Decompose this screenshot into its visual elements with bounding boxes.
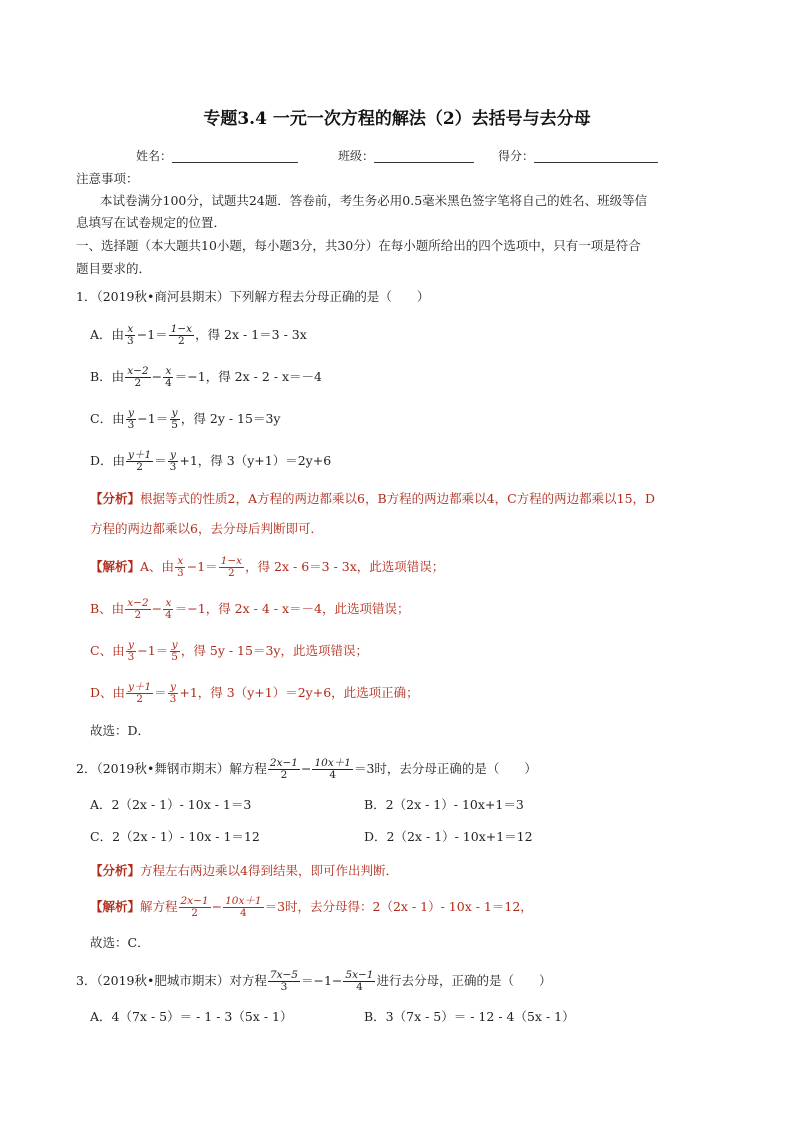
q1-solution-b: B、由 $\frac{x-2}{2}$ − $\frac{x}{4}$ ＝−1，得 2x - 4 - x＝－4，此选项错误； [90, 597, 410, 621]
score-label: 得分： [498, 149, 535, 163]
notice-line-1: 本试卷满分100分，试题共24题．答卷前，考生务必用0.5毫米黑色签字笔将自己的姓名、班级等信 [100, 193, 648, 208]
q1-option-b: B．由 $\frac{x-2}{2}$ − $\frac{x}{4}$ ＝−1，得 2x - 2 - x＝－4 [90, 365, 322, 389]
q1-option-d: D．由 $\frac{y+1}{2}$ ＝ $\frac{y}{3}$ +1，得 3（y+1）＝2y+6 [90, 449, 332, 473]
q3-option-b: B．3（7x - 5）＝ - 12 - 4（5x - 1） [364, 1009, 575, 1024]
q1-answer: 故选：D． [90, 723, 151, 738]
q2-option-c: C．2（2x - 1）- 10x - 1＝12 [90, 829, 260, 844]
name-label: 姓名： [136, 149, 173, 163]
q2-answer: 故选：C． [90, 935, 150, 950]
q1-solution-a: 【解析】A、由 $\frac{x}{3}$ −1＝ $\frac{1-x}{2}$ ，得 2x - 6＝3 - 3x，此选项错误； [90, 555, 445, 579]
name-blank [172, 148, 298, 163]
q1-option-c: C．由 $\frac{y}{3}$ −1＝ $\frac{y}{5}$ ，得 2y - 15＝3y [90, 407, 281, 431]
score-field [498, 147, 658, 164]
q2-solution: 【解析】解方程 $\frac{2x-1}{2}$ − $\frac{10x+1}{4}$ ＝3时，去分母得：2（2x - 1）- 10x - 1＝12， [90, 895, 533, 919]
q1-option-a: A．由 $\frac{x}{3}$ −1＝ $\frac{1-x}{2}$ ，得 2x - 1＝3 - 3x [90, 323, 307, 347]
q1-analysis-cont: 方程的两边都乘以6，去分母后判断即可． [90, 521, 323, 536]
solution-tag: 【解析】 [90, 559, 141, 574]
score-blank [534, 148, 658, 163]
class-field [338, 147, 474, 164]
section-heading-2: 题目要求的． [76, 261, 152, 276]
q2-option-b: B．2（2x - 1）- 10x+1＝3 [364, 797, 524, 812]
q3-option-a: A．4（7x - 5）＝ - 1 - 3（5x - 1） [90, 1009, 293, 1024]
q1-solution-d: D、由 $\frac{y+1}{2}$ ＝ $\frac{y}{3}$ +1，得 3（y+1）＝2y+6，此选项正确； [90, 681, 419, 705]
notice-heading: 注意事项： [76, 171, 139, 186]
q2-stem: 2．（2019秋•舞钢市期末）解方程 $\frac{2x-1}{2}$ − $\frac{10x+1}{4}$ ＝3时，去分母正确的是（ ） [76, 757, 537, 781]
q1-analysis: 【分析】根据等式的性质2，A方程的两边都乘以6，B方程的两边都乘以4，C方程的两边都乘以15，D [90, 491, 656, 506]
analysis-tag: 【分析】 [90, 491, 141, 506]
class-label: 班级： [338, 149, 375, 163]
class-blank [374, 148, 474, 163]
q3-stem: 3．（2019秋•肥城市期末）对方程 $\frac{7x-5}{3}$ ＝−1− $\frac{5x-1}{4}$ 进行去分母，正确的是（ ） [76, 969, 552, 993]
q1-solution-c: C、由 $\frac{y}{3}$ −1＝ $\frac{y}{5}$ ，得 5y - 15＝3y，此选项错误； [90, 639, 368, 663]
page-title: 专题3.4 一元一次方程的解法（2）去括号与去分母 [203, 109, 591, 129]
notice-line-2: 息填写在试卷规定的位置． [76, 215, 227, 230]
name-field [136, 147, 298, 164]
section-heading-1: 一、选择题（本大题共10小题，每小题3分，共30分）在每小题所给出的四个选项中，只有一项是符合 [76, 238, 641, 253]
q2-option-d: D．2（2x - 1）- 10x+1＝12 [364, 829, 533, 844]
q2-analysis: 【分析】方程左右两边乘以4得到结果，即可作出判断． [90, 863, 398, 878]
q2-option-a: A．2（2x - 1）- 10x - 1＝3 [90, 797, 252, 812]
q1-stem: 1．（2019秋•商河县期末）下列解方程去分母正确的是（ ） [76, 289, 430, 304]
